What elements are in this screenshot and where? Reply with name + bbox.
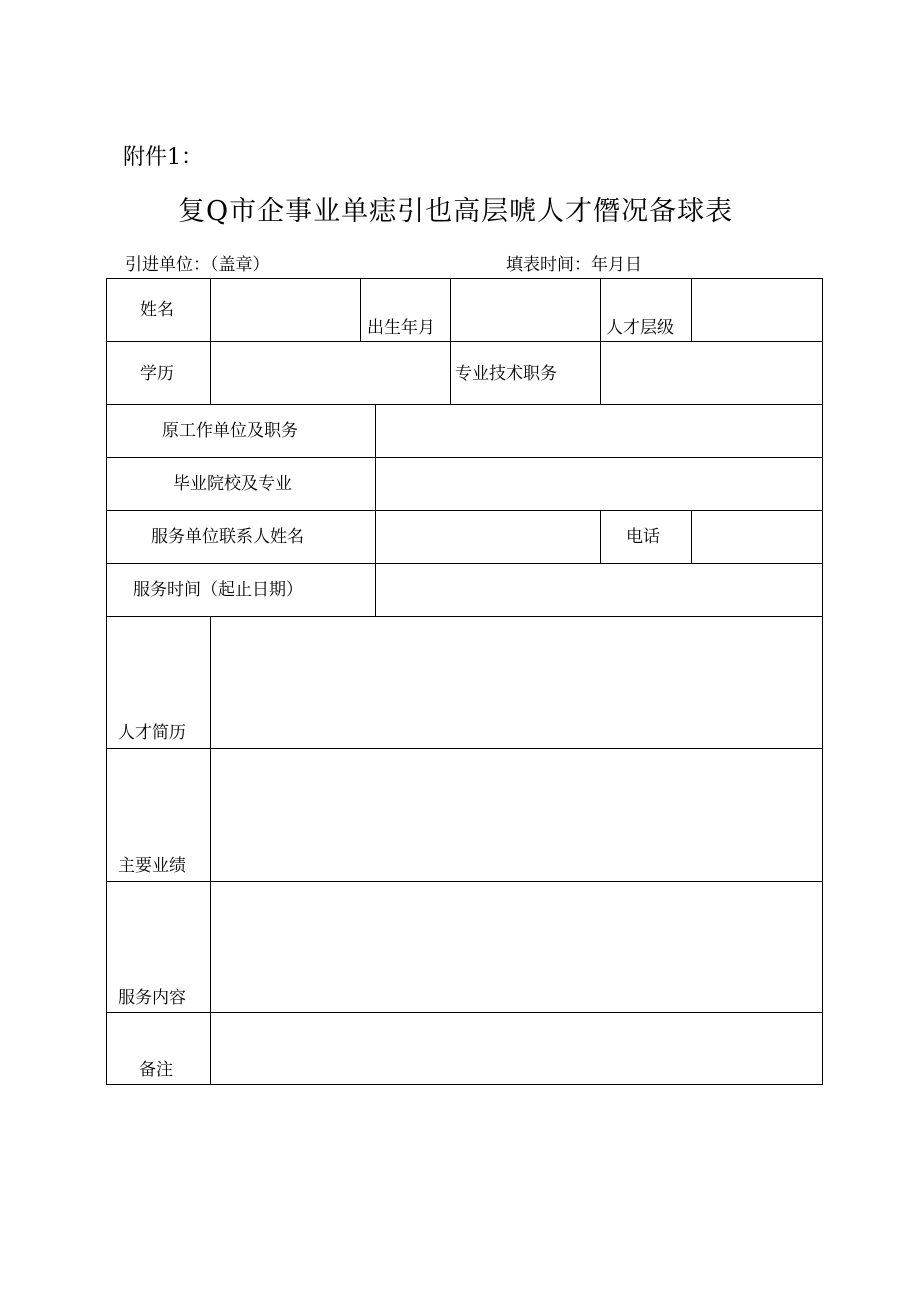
resume-label: 人才简历 (118, 723, 186, 743)
remarks-label-cell (106, 1012, 211, 1085)
school-major-label: 毕业院校及专业 (173, 474, 292, 494)
remarks-field[interactable] (210, 1012, 823, 1085)
attachment-label: 附件1： (123, 145, 203, 170)
name-label-cell (106, 278, 211, 342)
birth-label-cell (360, 278, 451, 342)
education-label-cell (106, 341, 211, 405)
name-label: 姓名 (140, 300, 174, 320)
previous-employer-label: 原工作单位及职务 (162, 421, 298, 441)
school-major-label-cell (106, 457, 376, 511)
talent-level-label: 人才层级 (606, 318, 674, 338)
talent-level-field[interactable] (691, 278, 823, 342)
previous-employer-field[interactable] (375, 404, 823, 458)
phone-field[interactable] (691, 510, 823, 564)
contact-name-field[interactable] (375, 510, 601, 564)
resume-field[interactable] (210, 616, 823, 749)
resume-label-cell (106, 616, 211, 749)
introducing-unit-label: 引进单位：（盖章） (125, 255, 270, 275)
phone-label-cell (600, 510, 692, 564)
phone-label: 电话 (626, 527, 660, 547)
education-field[interactable] (210, 341, 451, 405)
page-title: 复Q市企事业单痣引也高层唬人才僭况备球表 (178, 196, 734, 227)
fill-time-label: 填表时间：年月日 (506, 255, 642, 275)
service-period-field[interactable] (375, 563, 823, 617)
tech-title-label: 专业技术职务 (455, 364, 557, 384)
school-major-field[interactable] (375, 457, 823, 511)
tech-title-label-cell (450, 341, 601, 405)
achievements-label-cell (106, 748, 211, 882)
education-label: 学历 (140, 364, 174, 384)
birth-label: 出生年月 (367, 318, 435, 338)
achievements-label: 主要业绩 (118, 856, 186, 876)
tech-title-field[interactable] (600, 341, 823, 405)
service-period-label-cell (106, 563, 376, 617)
contact-name-label-cell (106, 510, 376, 564)
achievements-field[interactable] (210, 748, 823, 882)
service-content-label: 服务内容 (118, 988, 186, 1008)
contact-name-label: 服务单位联系人姓名 (151, 527, 304, 547)
service-content-field[interactable] (210, 881, 823, 1013)
service-period-label: 服务时间（起止日期） (133, 580, 303, 600)
birth-field[interactable] (450, 278, 601, 342)
talent-registration-form (106, 278, 823, 1085)
remarks-label: 备注 (139, 1060, 173, 1080)
talent-level-label-cell (600, 278, 692, 342)
service-content-label-cell (106, 881, 211, 1013)
name-field[interactable] (210, 278, 361, 342)
previous-employer-label-cell (106, 404, 376, 458)
